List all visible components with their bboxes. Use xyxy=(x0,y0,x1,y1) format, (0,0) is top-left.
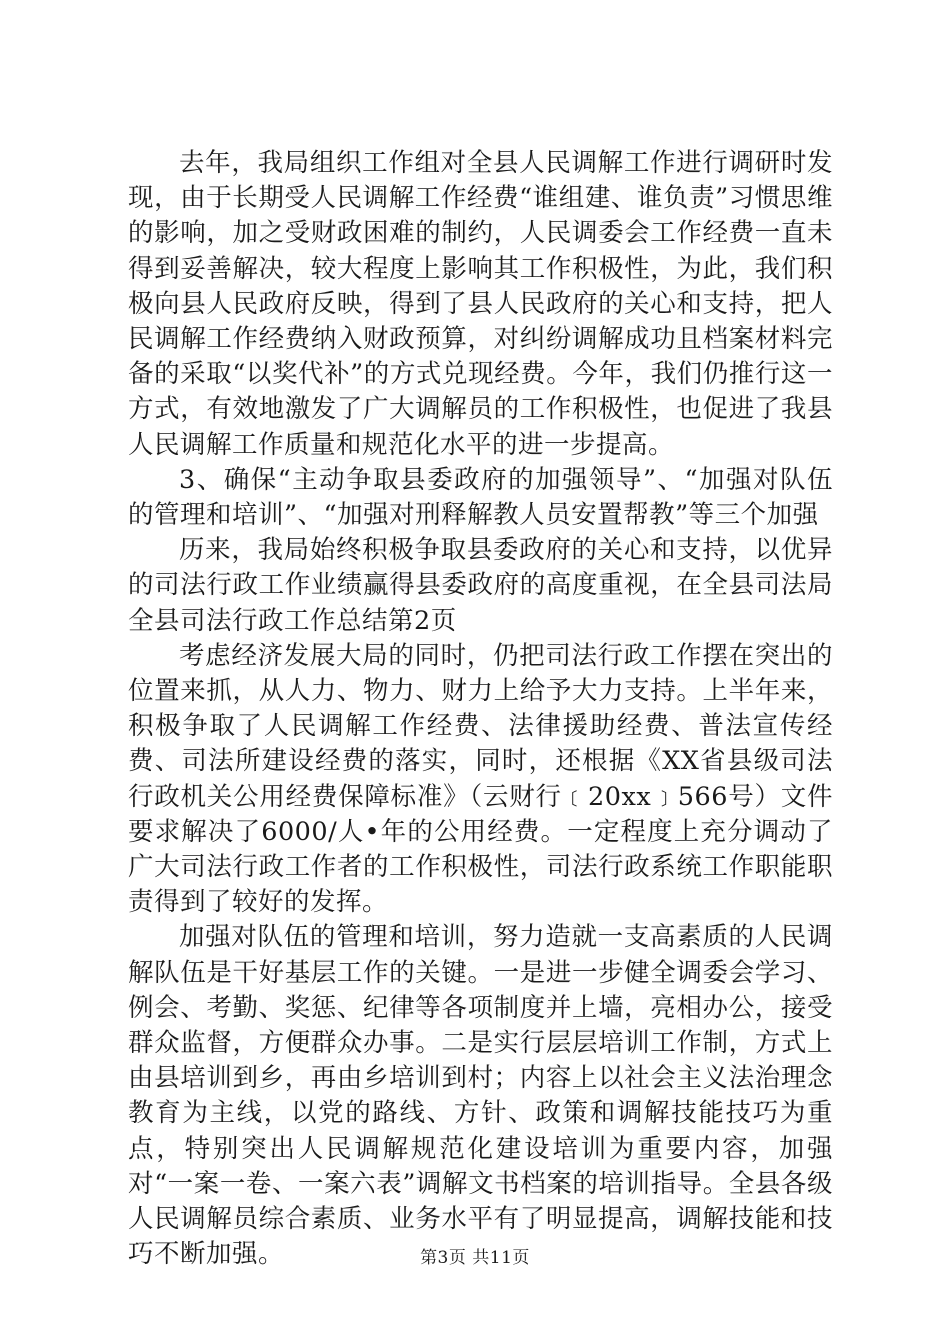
paragraph-leadership-support: 历来，我局始终积极争取县委政府的关心和支持，以优异的司法行政工作业绩赢得县委政府的高度重视，在全县司法局全县司法行政工作总结第2页 xyxy=(128,535,833,636)
page-footer: 第3页 共11页 xyxy=(420,1248,530,1268)
paragraph-budget-funding: 去年，我局组织工作组对全县人民调解工作进行调研时发现，由于长期受人民调解工作经费“谁组建、谁负责”习惯思维的影响，加之受财政困难的制约，人民调委会工作经费一直未得到妥善解决，较大程度上影响其工作积极性，为此，我们积极向县人民政府反映，得到了县人民政府的关心和支持，把人民调解工作经费纳入财政预算，对纠纷调解成功且档案材料完备的采取“以奖代补”的方式兑现经费。今年，我们仍推行这一方式，有效地激发了广大调解员的工作积极性，也促进了我县人民调解工作质量和规范化水平的进一步提高。 xyxy=(128,148,833,460)
paragraph-funding-implementation: 考虑经济发展大局的同时，仍把司法行政工作摆在突出的位置来抓，从人力、物力、财力上给予大力支持。上半年来，积极争取了人民调解工作经费、法律援助经费、普法宣传经费、司法所建设经费的落实，同时，还根据《XX省县级司法行政机关公用经费保障标准》（云财行﹝20xx﹞566号）文件要求解决了6000/人•年的公用经费。一定程度上充分调动了广大司法行政工作者的工作积极性，司法行政系统工作职能职责得到了较好的发挥。 xyxy=(128,640,833,918)
paragraph-team-training: 加强对队伍的管理和培训，努力造就一支高素质的人民调解队伍是干好基层工作的关键。一是进一步健全调委会学习、例会、考勤、奖惩、纪律等各项制度并上墙，亮相办公，接受群众监督，方便群众办事。二是实行层层培训工作制，方式上由县培训到乡，再由乡培训到村；内容上以社会主义法治理念教育为主线，以党的路线、方针、政策和调解技能技巧为重点，特别突出人民调解规范化建设培训为重要内容，加强对“一案一卷、一案六表”调解文书档案的培训指导。全县各级人民调解员综合素质、业务水平有了明显提高，调解技能和技巧不断加强。 xyxy=(128,922,833,1270)
document-body xyxy=(128,146,833,1273)
paragraph-three-strengthenings-heading: 3、确保“主动争取县委政府的加强领导”、“加强对队伍的管理和培训”、“加强对刑释解教人员安置帮教”等三个加强 xyxy=(128,464,833,531)
